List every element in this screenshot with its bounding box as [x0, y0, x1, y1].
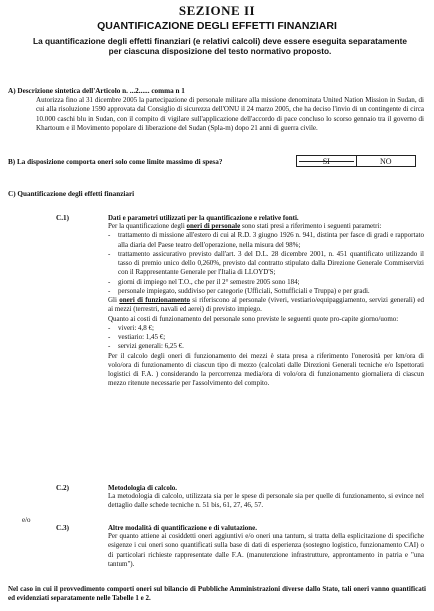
c1-number: C.1)	[56, 214, 69, 222]
option-si-label: SI	[322, 157, 330, 166]
c3-title: Altre modalità di quantificazione e di valutazione.	[108, 524, 258, 532]
c2-title: Metodologia di calcolo.	[108, 484, 178, 492]
c1-funzionamento	[108, 296, 424, 315]
page-title: QUANTIFICAZIONE DEGLI EFFETTI FINANZIARI	[97, 20, 337, 32]
c1-intro-underlined: oneri di personale	[186, 222, 241, 230]
c1-list-item: - trattamento di missione all'estero di cui al R.D. 3 giugno 1926 n. 941, distinta per fasce di gradi e rapportato alla diaria del Paese teatro dell'operazione, nella misura del 98%;	[108, 231, 424, 249]
c3-text: Per quanto attiene ai cosiddetti oneri aggiuntivi e/o oneri una tantum, si tratta della esplicitazione di specifiche esigenze i cui oneri sono quantificati sulla base di dati di esperienza (sostegno logistico, funzionamento CAI) o di particolari richieste rappresentate dalle F.A. (manutenzione infrastrutture, approntamento in patria e "una tantum").	[108, 532, 424, 568]
section-b-question: B) La disposizione comporta oneri solo come limite massimo di spesa?	[8, 158, 223, 166]
c1-title: Dati e parametri utilizzati per la quantificazione e relative fonti.	[108, 214, 299, 222]
c1-cost-item: - vestiario: 1,45 €;	[108, 333, 166, 341]
c1-mezzi: Per il calcolo degli oneri di funzionamento dei mezzi è stata presa a riferimento l'onerosità per km/ora di volo/ora di funzionamento di ciascun tipo di mezzo (calcolati dalle Direzioni Generali tecniche e/o Ispettorati logistici di F.A. ) considerando la percorrenza media/ora di volo/ora di funzionamento giornaliera di ciascun mezzo ritenute necessarie per l'assolvimento del compito.	[108, 351, 424, 388]
section-title: SEZIONE II	[178, 3, 256, 18]
section-c-heading: C) Quantificazione degli effetti finanziari	[8, 190, 135, 198]
c1-funz-a: Gli	[108, 296, 117, 304]
c1-cost-item: - viveri: 4,8 €;	[108, 323, 154, 332]
c1-cost-item: - servizi generali: 6,25 €.	[108, 342, 184, 351]
c1-quote: Quanto ai costi di funzionamento del personale sono previste le seguenti quote pro-capite giorno/uomo:	[108, 314, 399, 323]
c2-block	[108, 484, 424, 511]
c3-number: C.3)	[56, 524, 69, 532]
c2-text: La metodologia di calcolo, utilizzata sia per le spese di personale sia per quelle di funzionamento, si evince nel dettaglio dalle schede tecniche n. 51 bis, 61, 27, 46, 57.	[108, 492, 424, 510]
section-a-text: Autorizza fino al 31 dicembre 2005 la partecipazione di personale militare alla missione denominata United Nation Mission in Sudan, di cui alla risoluzione 1590 approvata dal Consiglio di sicurezza dell'ONU il 24 marzo 2005, che ha deciso l'invio di un contingente di circa 10.000 caschi blu in Sudan, con il compito di vigilare sull'applicazione dell'accordo di pace concluso lo scorso gennaio tra il governo di Khartoum e il Movimento popolare di liberazione del Sudan (Spla-m) dopo 21 anni di guerra civile.	[36, 96, 424, 132]
c2-number: C.2)	[56, 484, 69, 492]
footer-note: Nel caso in cui il provvedimento comporti oneri sul bilancio di Pubbliche Amministrazioni diverse dallo Stato, tali oneri vanno quantificati ed evidenziati separatamente nelle Tabelle 1 e 2.	[8, 585, 426, 603]
c1-funz-underlined: oneri di funzionamento	[119, 296, 190, 304]
yes-no-boxes	[296, 155, 416, 167]
option-si-box	[296, 155, 357, 167]
option-no-box	[357, 155, 417, 167]
c1-list-item: - trattamento assicurativo previsto dall'art. 3 del D.L. 28 dicembre 2001, n. 451 quantificato utilizzando il tasso di premio unico dello 0,260%, previsto dal contratto stipulato dalla Direzione Generale Commiservizi con il Rappresentante Generale per l'Italia di LLOYD'S;	[108, 249, 424, 277]
section-a-heading: A) Descrizione sintetica dell'Articolo n. ...2...... comma n 1	[8, 87, 185, 95]
strike-line	[299, 161, 354, 162]
c1-list-item: - personale impiegato, suddiviso per categorie (Ufficiali, Sottufficiali e Truppa) e per gradi.	[108, 286, 370, 295]
c1-block	[108, 214, 424, 389]
c3-block	[108, 524, 424, 569]
c1-intro	[108, 222, 424, 231]
c1-intro-b: sono stati presi a riferimento i seguenti parametri:	[241, 222, 382, 230]
eo-label: e/o	[22, 516, 31, 524]
page-subtitle: La quantificazione degli effetti finanziari (e relativi calcoli) deve essere eseguita separatamente per ciascuna disposizione del testo normativo proposto.	[33, 36, 407, 56]
c1-funz-b: si riferiscono al personale (viveri, vestiario/equipaggiamento, servizi generali) ed ai mezzi (terrestri, navali ed aerei) di previsto impiego.	[108, 296, 424, 314]
c1-list-item: - giorni di impiego nel T.O., che per il 2° semestre 2005 sono 184;	[108, 277, 300, 286]
c1-intro-a: Per la quantificazione degli	[108, 222, 185, 230]
option-no-label: NO	[379, 157, 392, 166]
